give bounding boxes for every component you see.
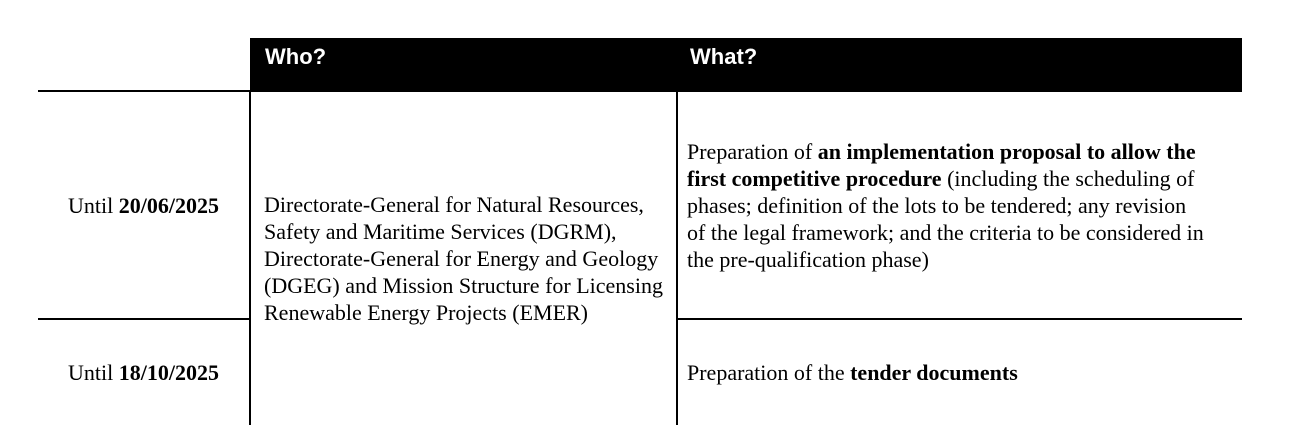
column-header-what [677, 38, 1242, 92]
what-row1-prefix: Preparation of [687, 138, 818, 164]
column-header-who-label: Who? [265, 44, 327, 69]
table-header-row [250, 38, 1242, 92]
deadline-row1-text [68, 192, 219, 219]
cell-deadline-row2 [38, 320, 249, 425]
deadline-row2-date: 18/10/2025 [118, 360, 219, 385]
who-merged-text: Directorate-General for Natural Resources, Safety and Maritime Services (DGRM), Directorate-General for Energy and Geology (DGEG) and Mission Structure for Licensing Renewable Energy Projects (EMER) [264, 192, 663, 325]
deadline-row1-prefix: Until [68, 192, 119, 218]
column-header-what-label: What? [690, 44, 758, 69]
deadline-row2-prefix: Until [68, 360, 119, 385]
what-row2-prefix: Preparation of the [687, 360, 851, 385]
what-row1-bold: an implementation proposal to allow the first competitive procedure [687, 138, 1196, 191]
deadline-row1-date: 20/06/2025 [118, 192, 219, 218]
what-row2-bold: tender documents [850, 360, 1018, 385]
column-header-who [250, 38, 677, 92]
cell-deadline-row1 [38, 92, 249, 318]
deadline-row2-text [68, 359, 219, 386]
what-row1-suffix: (including the scheduling of phases; definition of the lots to be tendered; any revision of the legal framework; and the criteria to be considered in the pre-qualification phase) [687, 165, 1204, 272]
what-row1-text [687, 138, 1206, 273]
what-row2-text [687, 359, 1018, 386]
cell-who-merged [251, 92, 676, 425]
cell-what-row1 [678, 92, 1242, 318]
cell-what-row2 [678, 320, 1242, 425]
